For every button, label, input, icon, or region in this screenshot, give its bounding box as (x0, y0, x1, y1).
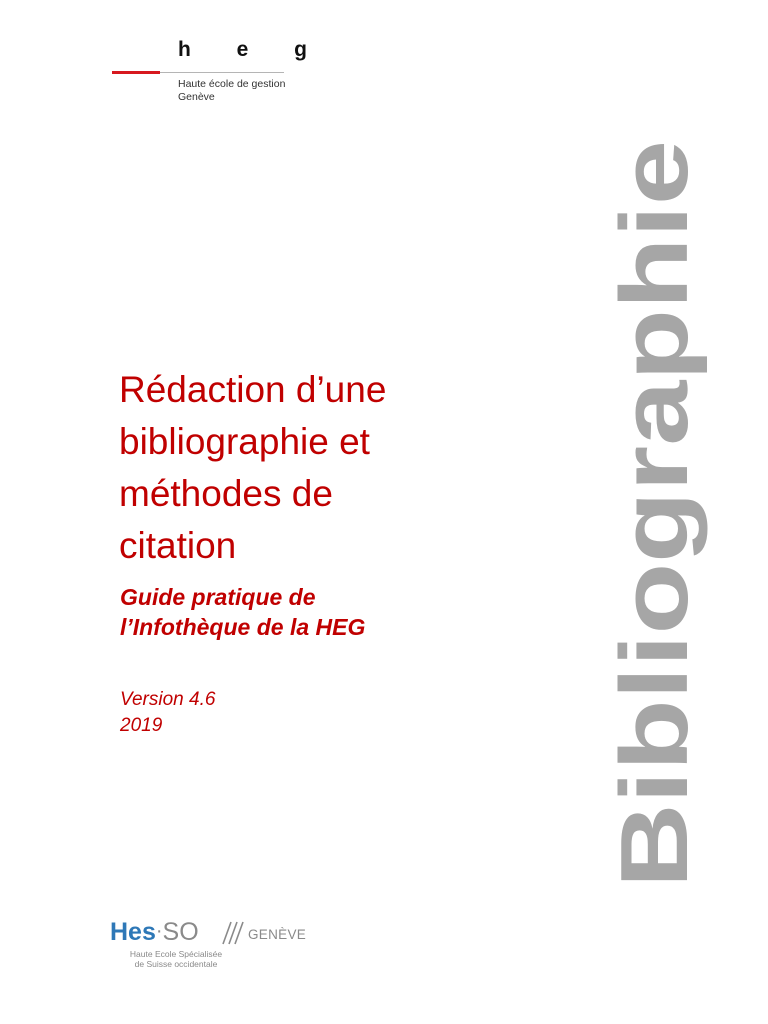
logo-grey-rule (160, 72, 284, 73)
version-year: 2019 (120, 715, 163, 736)
heg-logo-subtitle (178, 78, 285, 103)
hes-so-logo (110, 918, 330, 970)
version-label: Version 4.6 (120, 689, 216, 710)
so-text: SO (162, 918, 199, 946)
hes-so-line1: Haute Ecole Spécialisée (129, 949, 223, 959)
hes-so-subtitle (116, 950, 236, 969)
heg-logo-letters: h e g (178, 38, 328, 61)
document-subtitle (120, 582, 560, 642)
title-line: Rédaction d’une (119, 369, 387, 410)
hes-text: Hes (110, 918, 156, 946)
subtitle-line: Guide pratique de (120, 584, 316, 610)
heg-school-name: Haute école de gestion (178, 78, 286, 90)
vertical-word: Bibliographie (601, 274, 708, 888)
hes-so-wordmark (110, 918, 199, 947)
heg-logo (112, 38, 352, 118)
title-line: méthodes de (119, 473, 333, 514)
title-line: citation (119, 525, 237, 566)
logo-red-bar (112, 71, 160, 74)
geneve-text: GENÈVE (248, 927, 307, 942)
hes-dot: · (155, 920, 163, 942)
hes-so-line2: de Suisse occidentale (134, 958, 218, 969)
slashes-icon (221, 920, 251, 946)
vertical-section-title (601, 132, 711, 892)
title-line: bibliographie et (119, 421, 370, 462)
subtitle-line: l’Infothèque de la HEG (120, 614, 366, 640)
version-block (120, 687, 420, 739)
document-title (119, 364, 559, 572)
heg-city: Genève (178, 90, 215, 103)
